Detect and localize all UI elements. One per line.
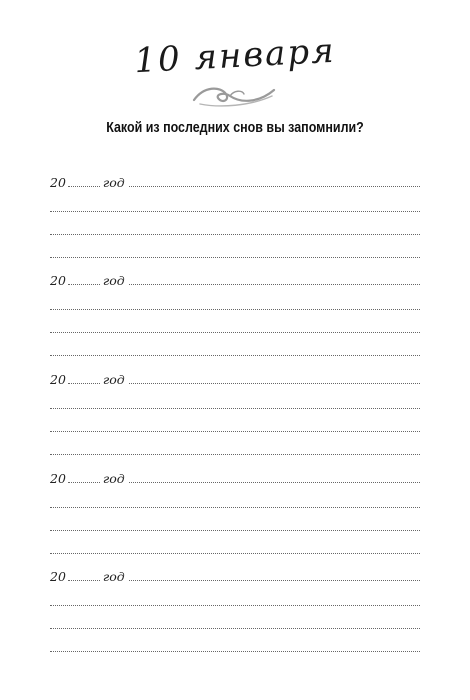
year-entry-header	[50, 564, 420, 584]
year-entry-2	[50, 268, 420, 358]
year-word: год	[102, 273, 125, 288]
answer-line[interactable]	[50, 309, 420, 310]
year-blank-line[interactable]	[68, 186, 100, 187]
answer-line[interactable]	[50, 408, 420, 409]
answer-line[interactable]	[129, 580, 420, 581]
year-entry-3	[50, 367, 420, 457]
answer-line[interactable]	[129, 284, 420, 285]
answer-line[interactable]	[50, 431, 420, 432]
year-word: год	[102, 471, 125, 486]
answer-line[interactable]	[129, 186, 420, 187]
year-entry-4	[50, 466, 420, 556]
page-title: 10 января	[133, 30, 337, 82]
year-entry-header	[50, 170, 420, 190]
answer-line[interactable]	[50, 530, 420, 531]
answer-line[interactable]	[129, 383, 420, 384]
year-prefix: 20	[50, 175, 66, 190]
year-prefix: 20	[50, 273, 66, 288]
answer-line[interactable]	[50, 651, 420, 652]
year-prefix: 20	[50, 372, 66, 387]
year-entry-header	[50, 466, 420, 486]
answer-line[interactable]	[50, 211, 420, 212]
year-blank-line[interactable]	[68, 580, 100, 581]
year-entry-5	[50, 564, 420, 654]
answer-line[interactable]	[50, 553, 420, 554]
answer-line[interactable]	[50, 257, 420, 258]
answer-line[interactable]	[50, 332, 420, 333]
answer-line[interactable]	[129, 482, 420, 483]
answer-line[interactable]	[50, 628, 420, 629]
year-prefix: 20	[50, 471, 66, 486]
year-entry-1	[50, 170, 420, 260]
answer-line[interactable]	[50, 454, 420, 455]
answer-line[interactable]	[50, 355, 420, 356]
prompt-question: Какой из последних снов вы запомнили?	[106, 120, 364, 136]
answer-line[interactable]	[50, 507, 420, 508]
answer-line[interactable]	[50, 234, 420, 235]
year-blank-line[interactable]	[68, 383, 100, 384]
year-entry-header	[50, 268, 420, 288]
year-word: год	[102, 372, 125, 387]
year-entry-header	[50, 367, 420, 387]
year-prefix: 20	[50, 569, 66, 584]
year-blank-line[interactable]	[68, 284, 100, 285]
year-word: год	[102, 569, 125, 584]
year-word: год	[102, 175, 125, 190]
flourish-ornament-icon	[190, 82, 278, 108]
year-blank-line[interactable]	[68, 482, 100, 483]
answer-line[interactable]	[50, 605, 420, 606]
